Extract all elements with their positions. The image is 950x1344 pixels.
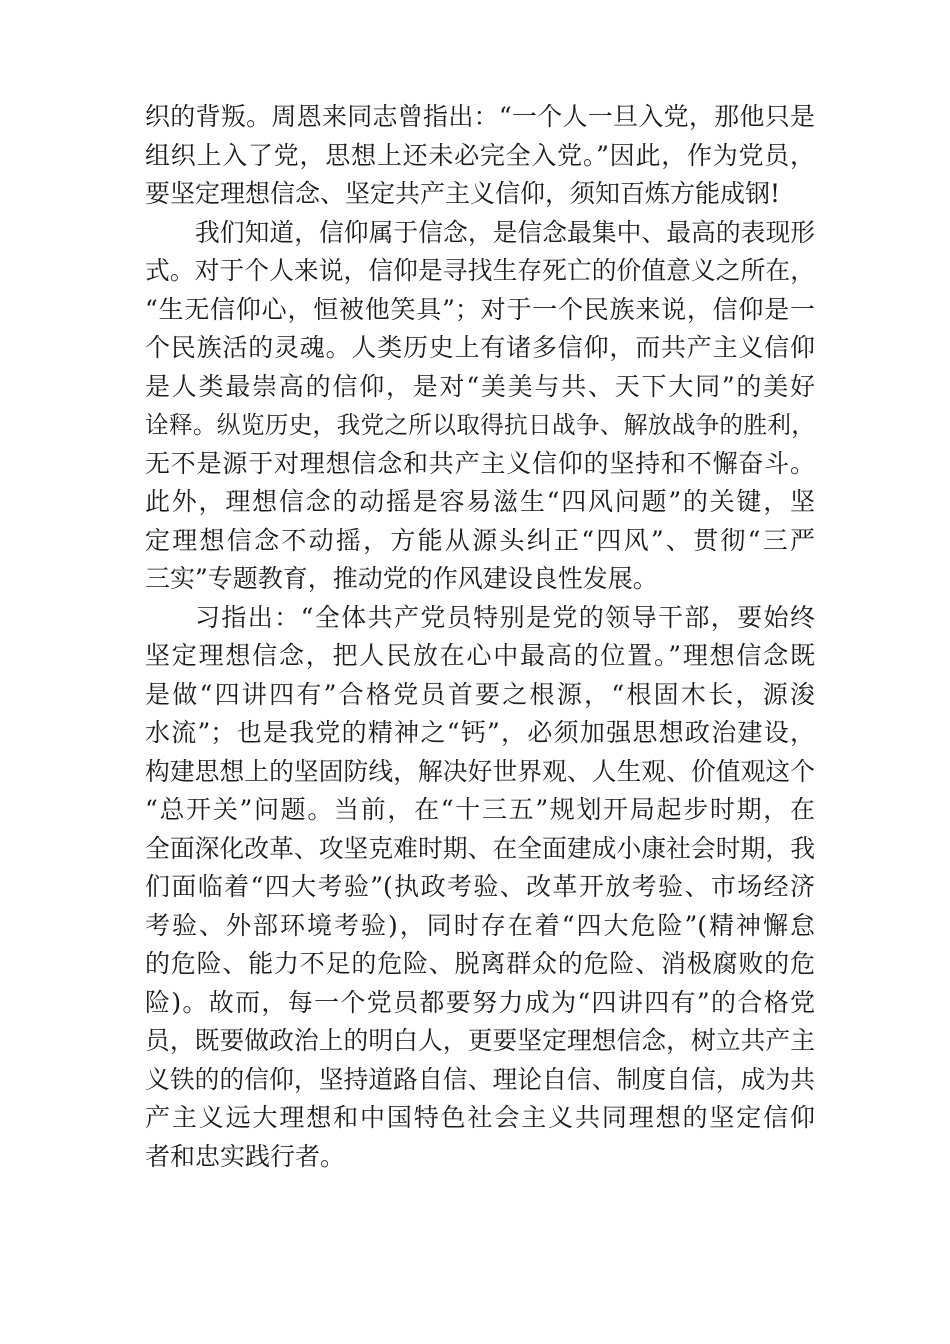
text-line: 无不是源于对理想信念和共产主义信仰的坚持和不懈奋斗。 <box>145 448 815 478</box>
text-line: 习指出：“全体共产党员特别是党的领导干部，要始终 <box>195 602 815 632</box>
text-line: 是做“四讲四有”合格党员首要之根源，“根固木长，源浚 <box>145 679 815 709</box>
text-line: 个民族活的灵魂。人类历史上有诸多信仰，而共产主义信仰 <box>145 333 815 362</box>
text-line: “生无信仰心，恒被他笑具”；对于一个民族来说，信仰是一 <box>145 294 815 324</box>
text-line: 我们知道，信仰属于信念，是信念最集中、最高的表现形 <box>195 217 815 247</box>
text-line: 此外，理想信念的动摇是容易滋生“四风问题”的关键，坚 <box>145 487 815 516</box>
text-line: “总开关”问题。当前，在“十三五”规划开局起步时期，在 <box>145 795 815 824</box>
text-line: 诠释。纵览历史，我党之所以取得抗日战争、解放战争的胜利， <box>145 411 815 439</box>
text-line: 是人类最崇高的信仰，是对“美美与共、天下大同”的美好 <box>145 371 815 401</box>
text-line: 考验、外部环境考验)，同时存在着“四大危险”(精神懈怠 <box>145 910 815 940</box>
text-line: 员，既要做政治上的明白人，更要坚定理想信念，树立共产主 <box>145 1026 815 1055</box>
text-line: 们面临着“四大考验”(执政考验、改革开放考验、市场经济 <box>145 872 815 901</box>
text-line: 定理想信念不动摇，方能从源头纠正“四风”、贯彻“三严 <box>145 525 815 555</box>
text-line: 组织上入了党，思想上还未必完全入党。”因此，作为党员， <box>145 140 815 170</box>
text-line: 坚定理想信念，把人民放在心中最高的位置。”理想信念既 <box>145 641 815 670</box>
text-line: 险)。故而，每一个党员都要努力成为“四讲四有”的合格党 <box>145 987 815 1017</box>
text-line: 三实”专题教育，推动党的作风建设良性发展。 <box>145 564 658 593</box>
text-line: 全面深化改革、攻坚克难时期、在全面建成小康社会时期，我 <box>145 833 815 863</box>
body-text <box>145 98 815 1176</box>
text-line: 式。对于个人来说，信仰是寻找生存死亡的价值意义之所在， <box>145 256 815 285</box>
text-line: 产主义远大理想和中国特色社会主义共同理想的坚定信仰 <box>145 1103 815 1132</box>
text-line: 要坚定理想信念、坚定共产主义信仰，须知百炼方能成钢! <box>145 179 781 208</box>
text-line: 者和忠实践行者。 <box>145 1141 346 1171</box>
text-line: 的危险、能力不足的危险、脱离群众的危险、消极腐败的危 <box>145 949 815 978</box>
text-line: 构建思想上的坚固防线，解决好世界观、人生观、价值观这个 <box>145 756 815 786</box>
text-line: 水流”；也是我党的精神之“钙”，必须加强思想政治建设， <box>145 718 815 747</box>
text-line: 义铁的的信仰，坚持道路自信、理论自信、制度自信，成为共 <box>145 1064 815 1094</box>
text-line: 织的背叛。周恩来同志曾指出：“一个人一旦入党，那他只是 <box>145 102 815 131</box>
